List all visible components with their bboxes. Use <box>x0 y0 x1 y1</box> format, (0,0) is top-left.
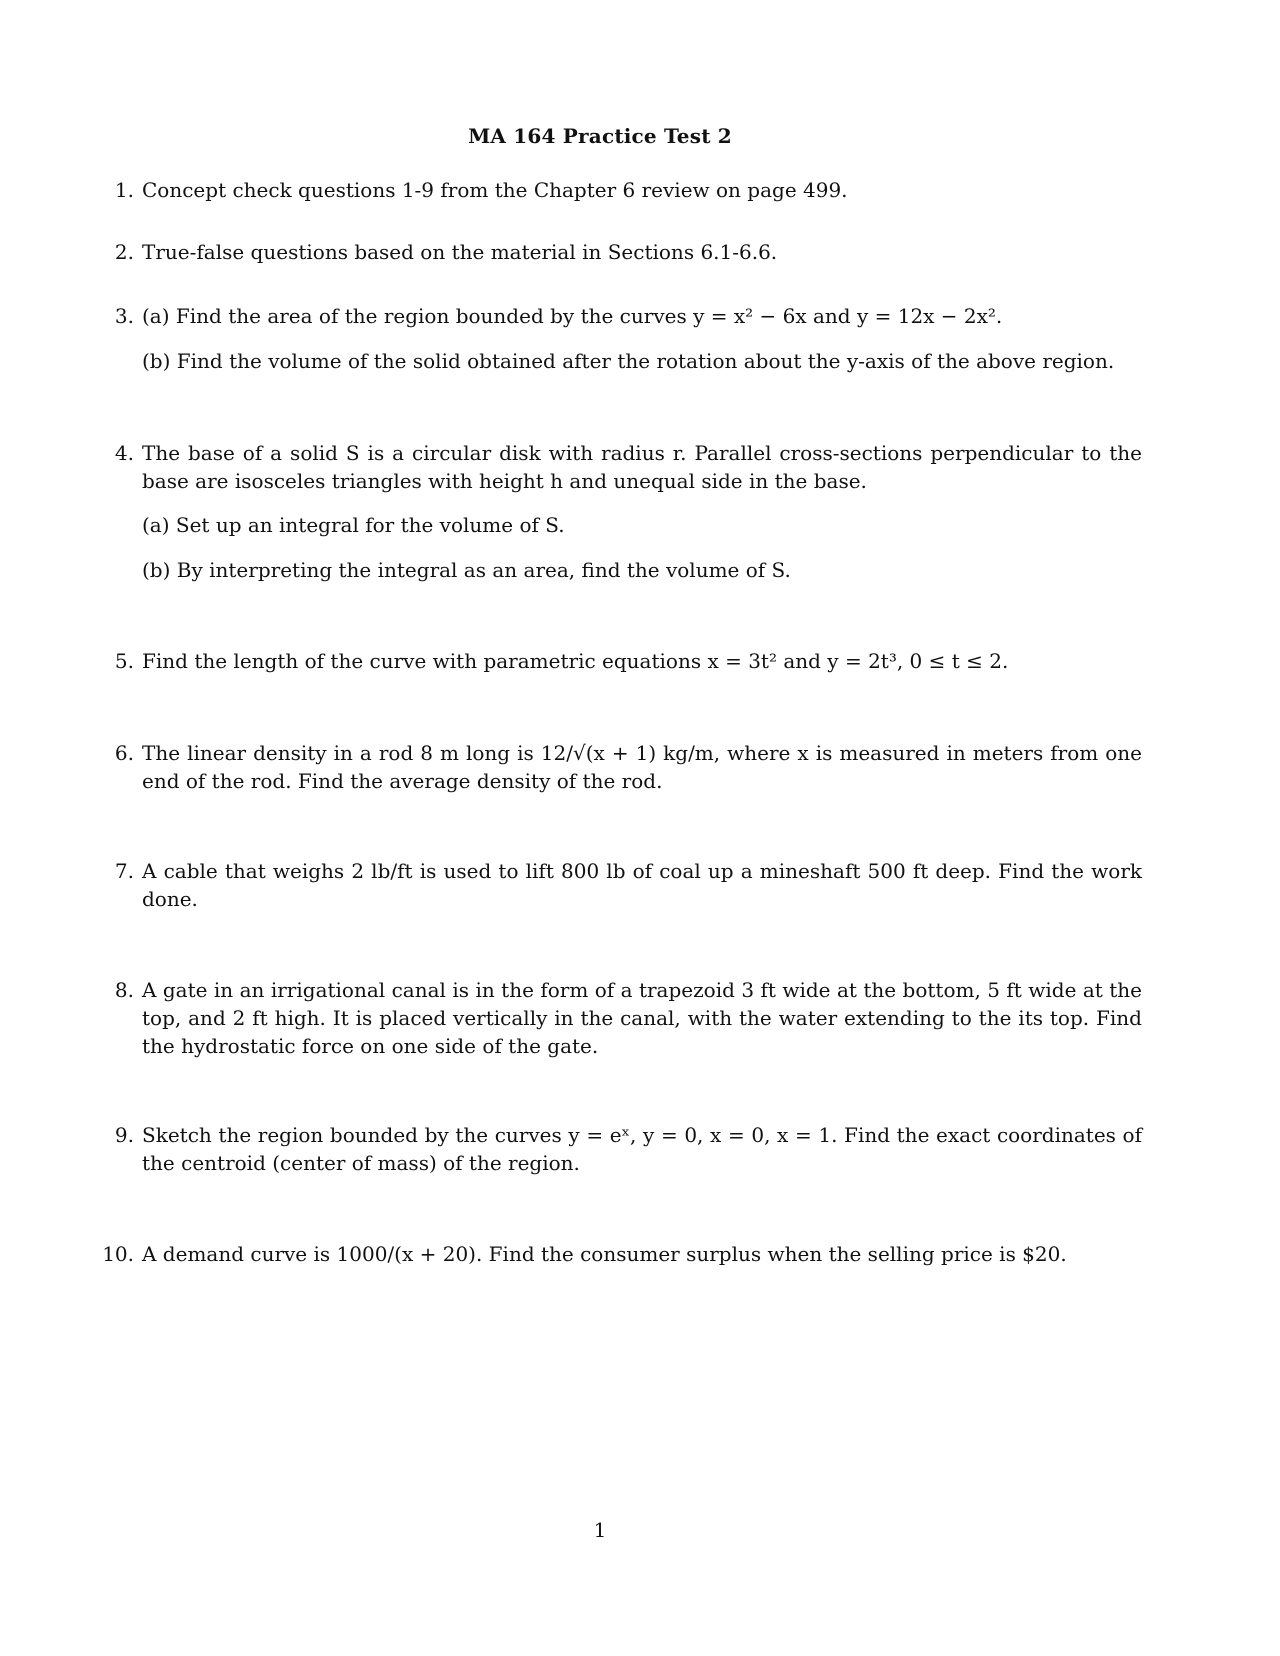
problem-text: Find the length of the curve with parametric equations x = 3t² and y = 2t³, 0 ≤ t ≤ 2. <box>142 649 1009 673</box>
page-title: MA 164 Practice Test 2 <box>468 124 732 148</box>
problem-text: True-false questions based on the material in Sections 6.1-6.6. <box>142 240 778 264</box>
problem-text: The linear density in a rod 8 m long is 12/√(x + 1) kg/m, where x is measured in meters from one end of the rod. Find the average density of the rod. <box>142 741 1142 793</box>
problem-text: Sketch the region bounded by the curves y = eˣ, y = 0, x = 0, x = 1. Find the exact coordinates of the centroid (center of mass) of the region. <box>142 1123 1142 1175</box>
problem-number: 2. <box>114 240 134 264</box>
problem-text: Concept check questions 1-9 from the Chapter 6 review on page 499. <box>142 178 848 202</box>
problem-text: The base of a solid S is a circular disk with radius r. Parallel cross-sections perpendicular to the base are isosceles triangles with height h and unequal side in the base. <box>142 441 1142 493</box>
problem-part-a: (a) Find the area of the region bounded by the curves y = x² − 6x and y = 12x − 2x². <box>142 304 1003 328</box>
problem-number: 4. <box>114 441 134 465</box>
problem-part-b: (b) By interpreting the integral as an area, find the volume of S. <box>142 558 791 582</box>
problem-number: 9. <box>114 1123 134 1147</box>
problem-number: 1. <box>114 178 134 202</box>
problem-number: 8. <box>114 978 134 1002</box>
problem-text: A cable that weighs 2 lb/ft is used to lift 800 lb of coal up a mineshaft 500 ft deep. Find the work done. <box>142 859 1142 911</box>
problem-text: A gate in an irrigational canal is in the form of a trapezoid 3 ft wide at the bottom, 5 ft wide at the top, and 2 ft high. It is placed vertically in the canal, with the water extending to the its top. Find the hydrostatic force on one side of the gate. <box>142 978 1142 1058</box>
problem-number: 3. <box>114 304 134 328</box>
problem-part-b: (b) Find the volume of the solid obtained after the rotation about the y-axis of the above region. <box>142 349 1115 373</box>
problem-number: 10. <box>102 1242 134 1266</box>
page-number: 1 <box>593 1518 607 1542</box>
problem-part-a: (a) Set up an integral for the volume of S. <box>142 513 565 537</box>
problem-text: A demand curve is 1000/(x + 20). Find the consumer surplus when the selling price is $20. <box>142 1242 1067 1266</box>
problem-number: 6. <box>114 741 134 765</box>
problem-number: 7. <box>114 859 134 883</box>
problem-number: 5. <box>114 649 134 673</box>
